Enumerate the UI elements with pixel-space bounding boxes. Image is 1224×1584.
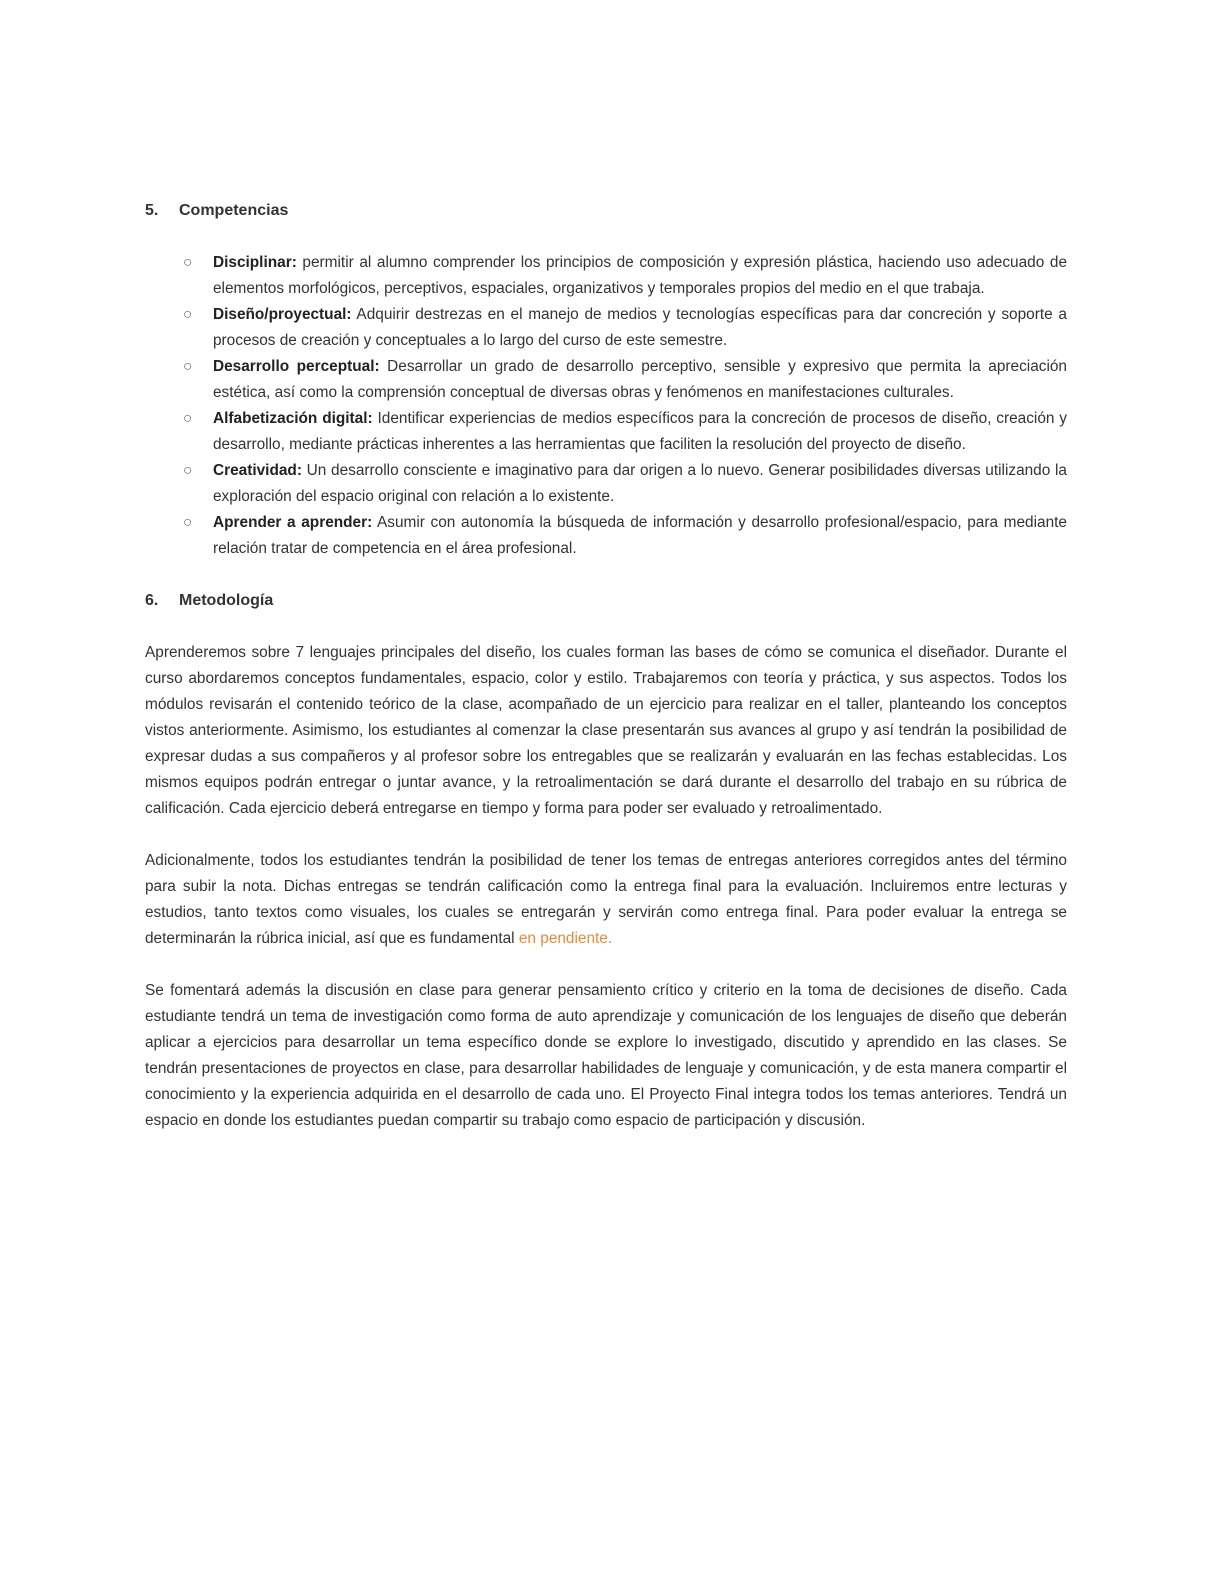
- list-item: ○ Diseño/proyectual: Adquirir destrezas en el manejo de medios y tecnologías específicas para dar concreción y soporte a procesos de creación y conceptuales a lo largo del curso de este semestre.: [213, 302, 1067, 354]
- paragraph: Adicionalmente, todos los estudiantes tendrán la posibilidad de tener los temas de entregas anteriores corregidos antes del término para subir la nota. Dichas entregas se tendrán calificación como la entrega final para la evaluación. Incluiremos entre lecturas y estudios, tanto textos como visuales, los cuales se entregarán y servirán como entrega final. Para poder evaluar la entrega se determinarán la rúbrica inicial, así que es fundamental en pendiente.: [145, 852, 1067, 947]
- list-item: ○ Alfabetización digital: Identificar experiencias de medios específicos para la concreción de procesos de diseño, creación y desarrollo, mediante prácticas inherentes a las herramientas que faciliten la resolución del proyecto de diseño.: [213, 406, 1067, 458]
- list-item: ○ Desarrollo perceptual: Desarrollar un grado de desarrollo perceptivo, sensible y expresivo que permita la apreciación estética, así como la comprensión conceptual de diversas obras y fenómenos en manifestaciones culturales.: [213, 354, 1067, 406]
- paragraph: Se fomentará además la discusión en clase para generar pensamiento crítico y criterio en la toma de decisiones de diseño. Cada estudiante tendrá un tema de investigación como forma de auto aprendizaje y comunicación de los lenguajes de diseño que deberán aplicar a ejercicios para desarrollar un tema específico donde se explore lo investigado, discutido y aprendido en las clases. Se tendrán presentaciones de proyectos en clase, para desarrollar habilidades de lenguaje y comunicación, y de esta manera compartir el conocimiento y la experiencia adquirida en el desarrollo de cada uno. El Proyecto Final integra todos los temas anteriores. Tendrá un espacio en donde los estudiantes puedan compartir su trabajo como espacio de participación y discusión.: [145, 982, 1067, 1129]
- section-heading-competencias: 5. Competencias: [145, 202, 289, 219]
- document-page: [145, 198, 1067, 1134]
- bullet-circle-icon: ○: [183, 514, 193, 531]
- competencias-list: [145, 250, 1067, 562]
- list-item: ○ Aprender a aprender: Asumir con autonomía la búsqueda de información y desarrollo profesional/espacio, para mediante relación tratar de competencia en el área profesional.: [213, 510, 1067, 562]
- list-item: ○ Disciplinar: permitir al alumno comprender los principios de composición y expresión plástica, haciendo uso adecuado de elementos morfológicos, perceptivos, espaciales, organizativos y temporales propios del medio en el que trabaja.: [213, 250, 1067, 302]
- highlighted-text: en pendiente.: [518, 930, 613, 947]
- paragraph: Aprenderemos sobre 7 lenguajes principales del diseño, los cuales forman las bases de cómo se comunica el diseñador. Durante el curso abordaremos conceptos fundamentales, espacio, color y estilo. Trabajaremos con teoría y práctica, y sus aspectos. Todos los módulos revisarán el contenido teórico de la clase, acompañado de un ejercicio para realizar en el taller, planteando los conceptos vistos anteriormente. Asimismo, los estudiantes al comenzar la clase presentarán sus avances al grupo y así tendrán la posibilidad de expresar dudas a sus compañeros y al profesor sobre los entregables que se realizarán y evaluarán en las fechas establecidas. Los mismos equipos podrán entregar o juntar avance, y la retroalimentación se dará durante el desarrollo del trabajo en su rúbrica de calificación. Cada ejercicio deberá entregarse en tiempo y forma para poder ser evaluado y retroalimentado.: [145, 644, 1067, 817]
- section-heading-metodologia: 6. Metodología: [145, 592, 274, 609]
- bullet-circle-icon: ○: [183, 306, 193, 323]
- bullet-circle-icon: ○: [183, 254, 193, 271]
- bullet-circle-icon: ○: [183, 410, 193, 427]
- list-item: ○ Creatividad: Un desarrollo consciente e imaginativo para dar origen a lo nuevo. Generar posibilidades diversas utilizando la exploración del espacio original con relación a lo existente.: [213, 458, 1067, 510]
- bullet-circle-icon: ○: [183, 358, 193, 375]
- bullet-circle-icon: ○: [183, 462, 193, 479]
